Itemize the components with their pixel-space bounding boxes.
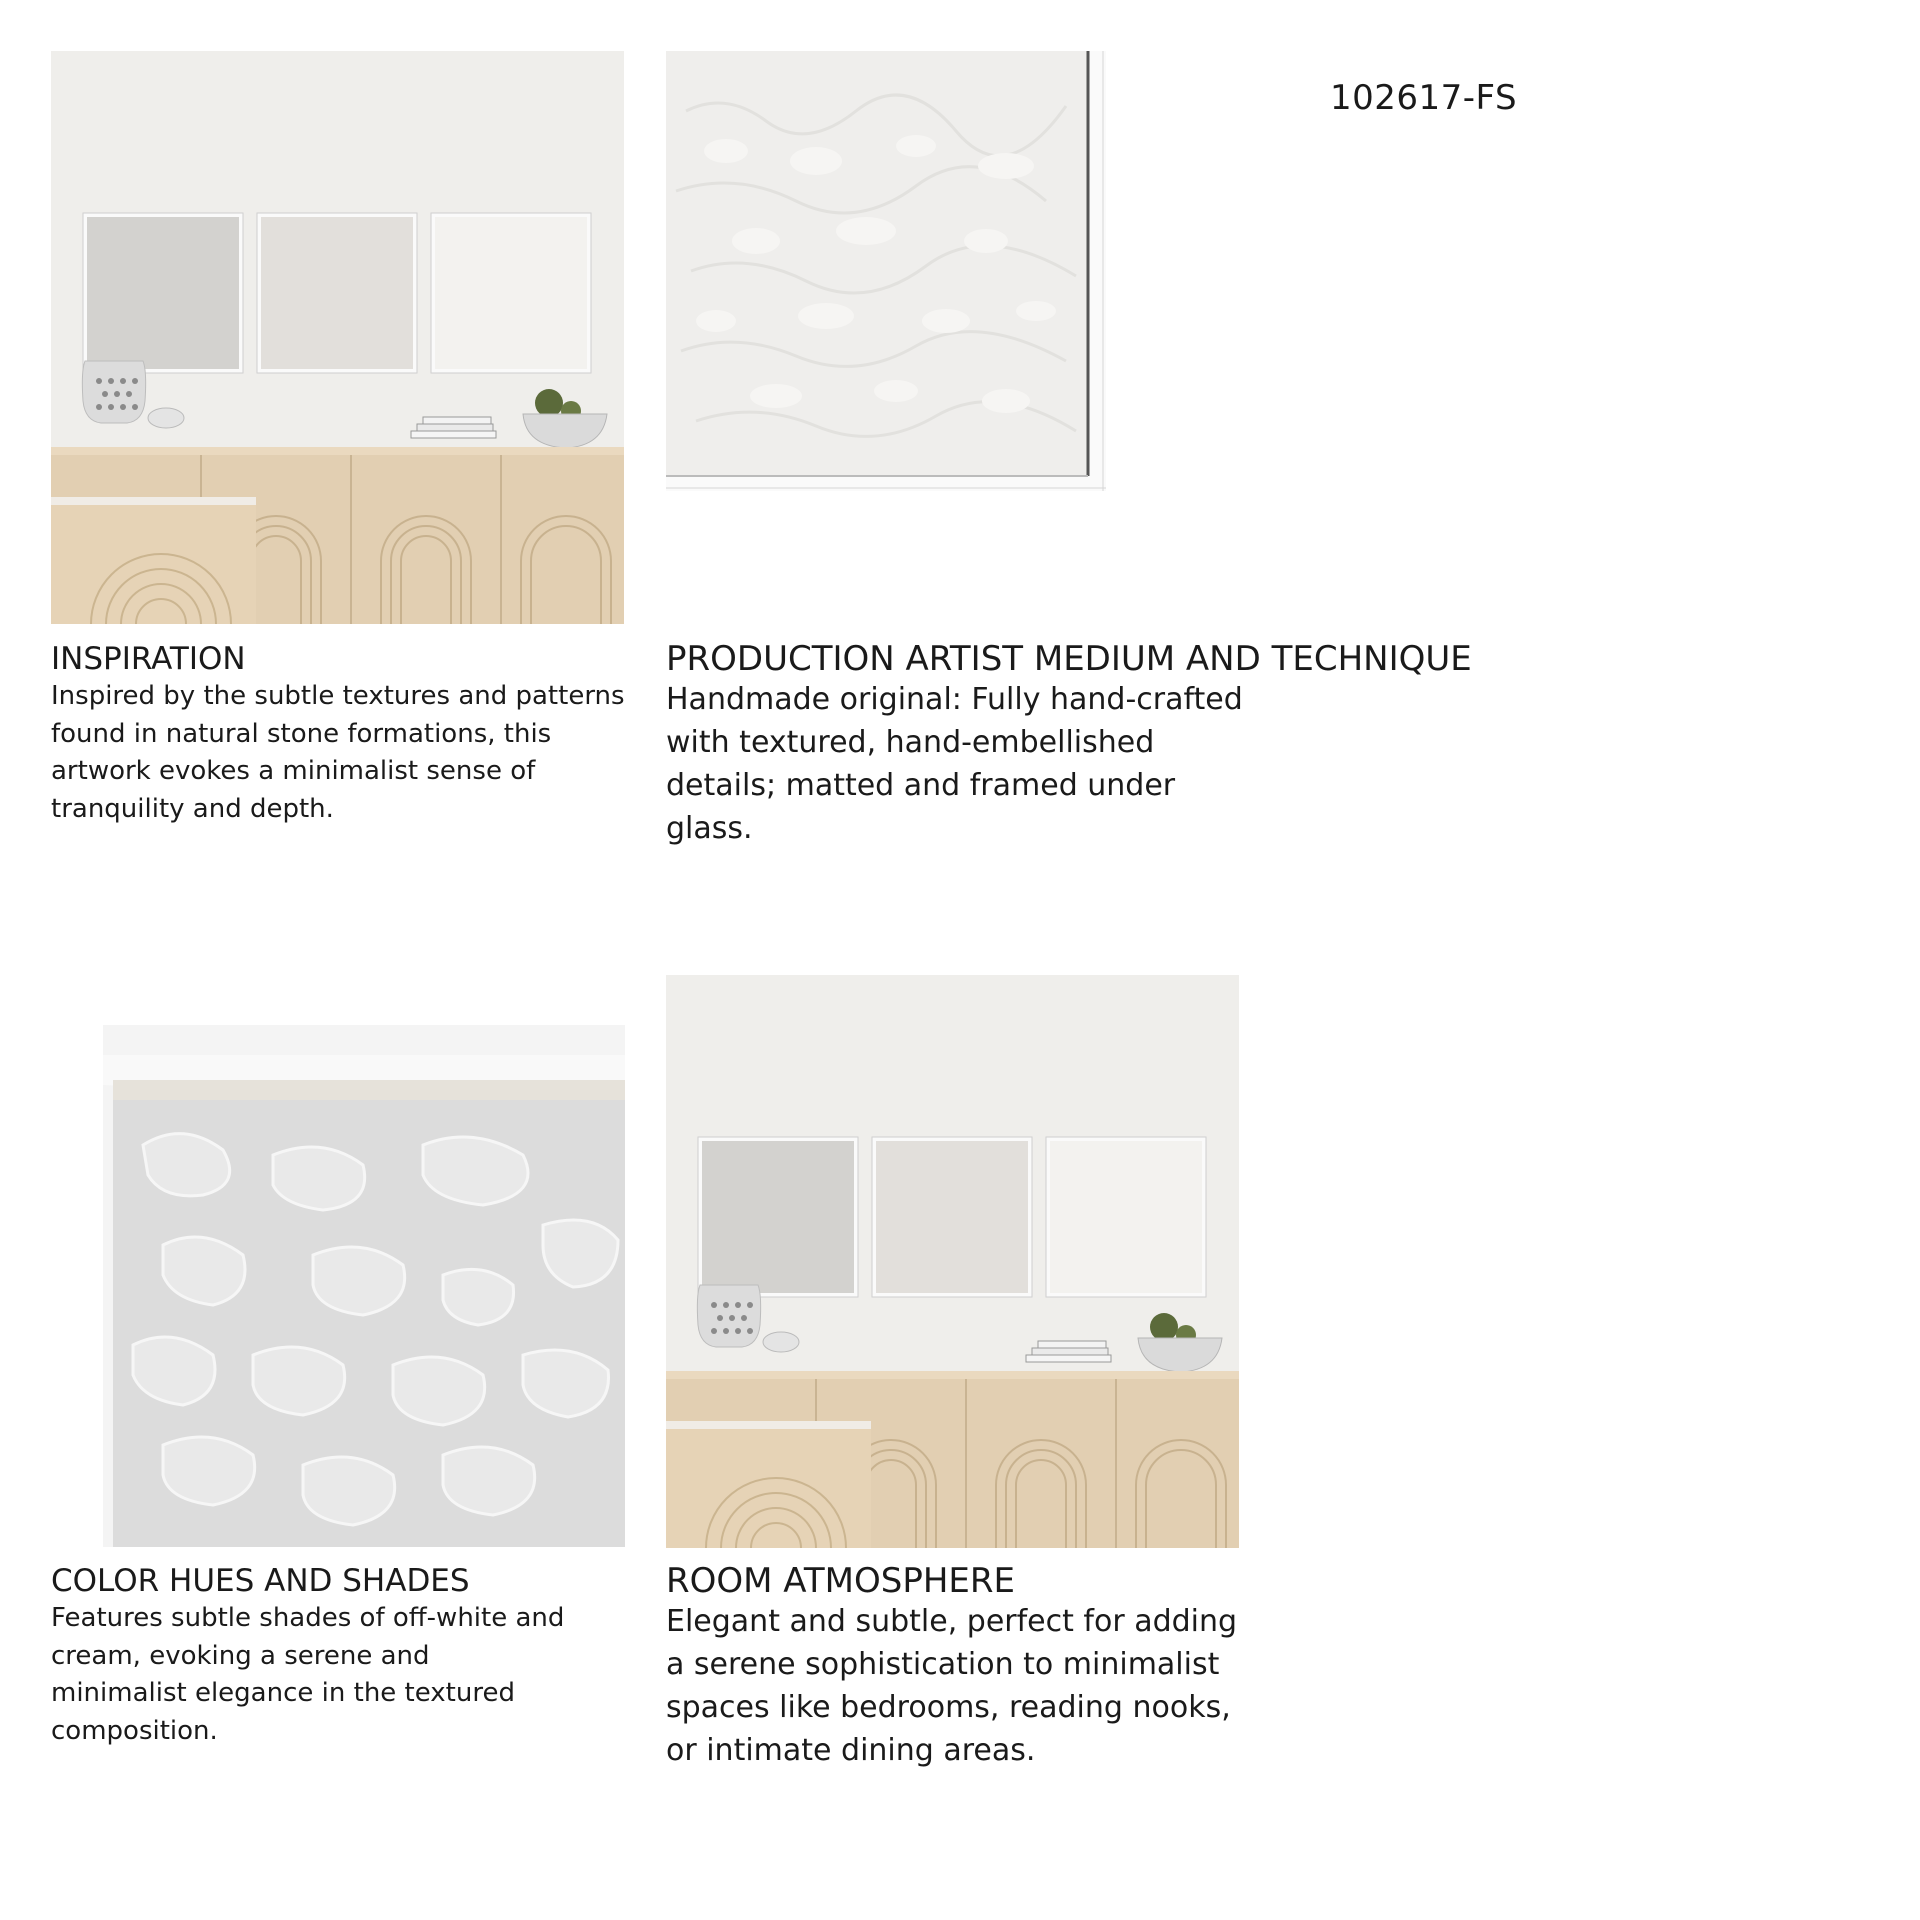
texture-closeup-image — [103, 1025, 625, 1547]
room-scene-image-bottom — [666, 975, 1239, 1548]
production-text: Handmade original: Fully hand-crafted with textured, hand-embellished details; matted and framed under glass. — [666, 682, 1243, 846]
artwork-corner-detail-image — [666, 51, 1106, 491]
inspiration-text: Inspired by the subtle textures and patterns found in natural stone formations, this artwork evokes a minimalist sense of tranquility and depth. — [51, 681, 625, 824]
room-atmosphere-text: Elegant and subtle, perfect for adding a serene sophistication to minimalist spaces like bedrooms, reading nooks, or intimate dining areas. — [666, 1604, 1238, 1768]
product-sku: 102617-FS — [1330, 78, 1518, 118]
room-scene-image-top — [51, 51, 624, 624]
room-atmosphere-heading: ROOM ATMOSPHERE — [666, 1561, 1016, 1601]
production-heading: PRODUCTION ARTIST MEDIUM AND TECHNIQUE — [666, 639, 1472, 679]
inspiration-heading: INSPIRATION — [51, 641, 246, 677]
color-text: Features subtle shades of off-white and cream, evoking a serene and minimalist elegance in the textured composition. — [51, 1603, 565, 1746]
color-heading: COLOR HUES AND SHADES — [51, 1563, 470, 1599]
